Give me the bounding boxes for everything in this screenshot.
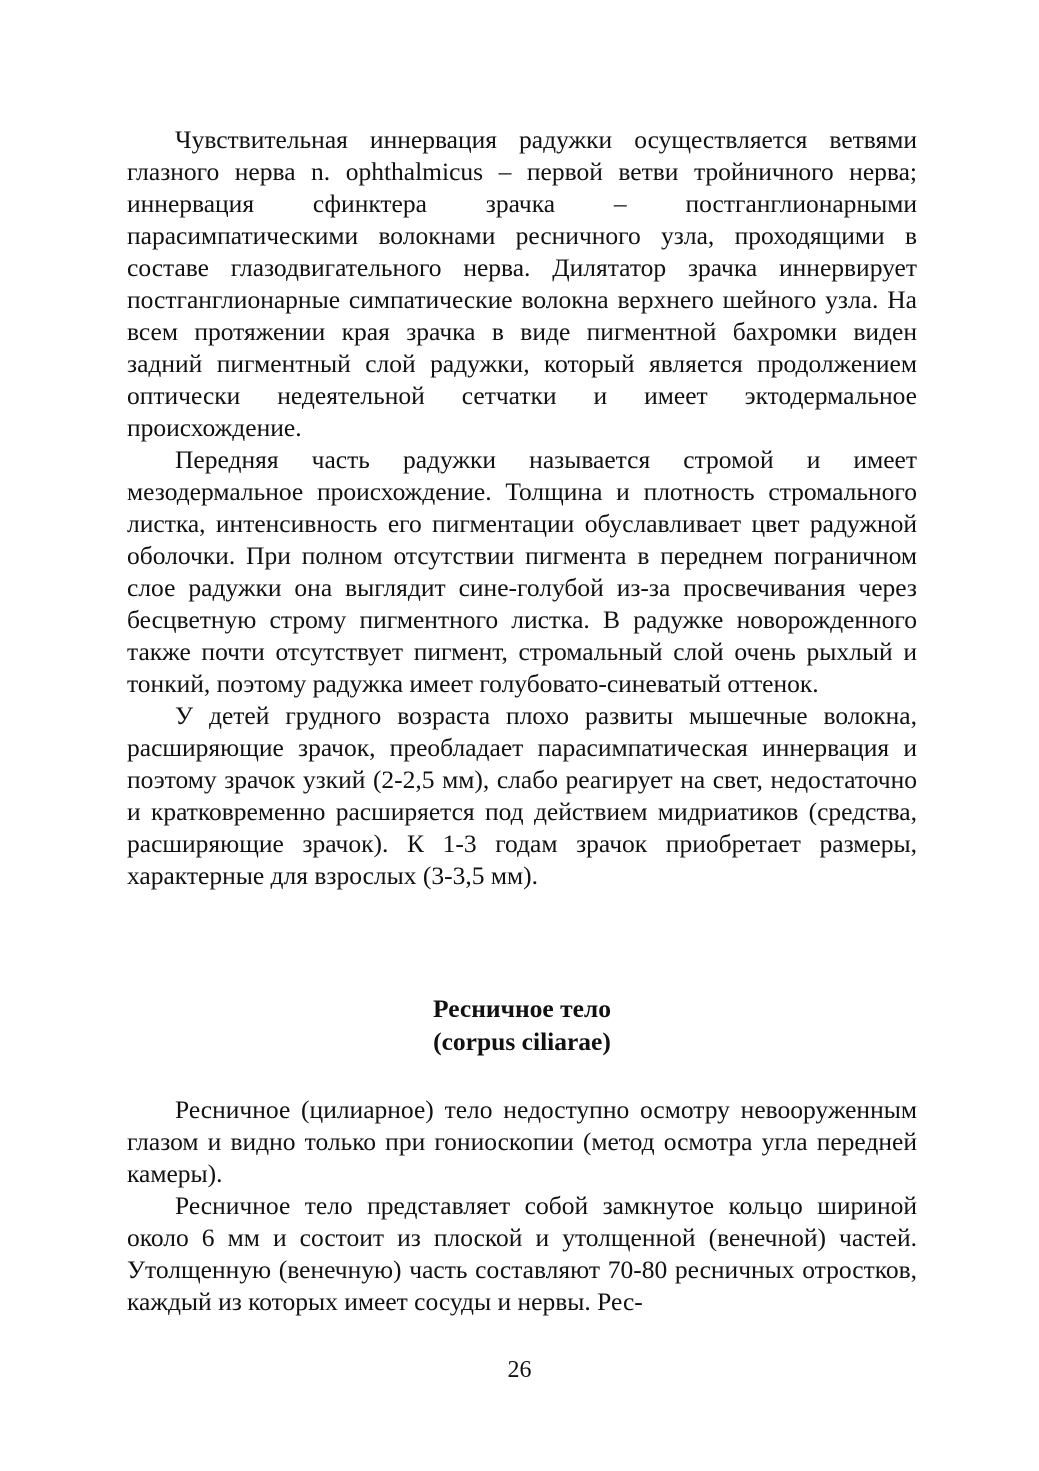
section-heading: [127, 992, 917, 1058]
section-ciliary-body-text: [127, 1094, 917, 1318]
page-number: 26: [507, 1357, 532, 1383]
paragraph-iris-innervation: Чувствительная иннервация радужки осуществляется ветвями глазного нерва n. ophthalmicus – первой ветви тройничного нерва; иннервация сфинктера зрачка – постганглионарными парасимпатическими волокнами ресничного узла, проходящими в составе глазодвигательного нерва. Дилятатор зрачка иннервирует постганглионарные симпатические волокна верхнего шейного узла. На всем протяжении края зрачка в виде пигментной бахромки виден задний пигментный слой радужки, который является продолжением оптически недеятельной сетчатки и имеет эктодермальное происхождение.: [127, 125, 917, 442]
paragraph-ciliary-visibility: Ресничное (цилиарное) тело недоступно осмотру невооруженным глазом и видно только при гониоскопии (метод осмотра угла передней камеры).: [127, 1095, 917, 1188]
heading-latin-title: (corpus ciliarae): [433, 1027, 611, 1056]
paragraph-infant-pupil: У детей грудного возраста плохо развиты мышечные волокна, расширяющие зрачок, преобладает парасимпатическая иннервация и поэтому зрачок узкий (2-2,5 мм), слабо реагирует на свет, недостаточно и кратковременно расширяется под действием мидриатиков (средства, расширяющие зрачок). К 1-3 годам зрачок приобретает размеры, характерные для взрослых (3-3,5 мм).: [127, 701, 917, 890]
heading-title: Ресничное тело: [433, 994, 611, 1023]
paragraph-iris-stroma: Передняя часть радужки называется стромой и имеет мезодермальное происхождение. Толщина и плотность стромального листка, интенсивность его пигментации обуславливает цвет радужной оболочки. При полном отсутствии пигмента в переднем пограничном слое радужки она выглядит сине-голубой из-за просвечивания через бесцветную строму пигментного листка. В радужке новорожденного также почти отсутствует пигмент, стромальный слой очень рыхлый и тонкий, поэтому радужка имеет голубовато-синеватый оттенок.: [127, 445, 917, 698]
paragraph-ciliary-structure: Ресничное тело представляет собой замкнутое кольцо шириной около 6 мм и состоит из плоской и утолщенной (венечной) частей. Утолщенную (венечную) часть составляют 70-80 ресничных отростков, каждый из которых имеет сосуды и нервы. Рес-: [127, 1191, 917, 1316]
section-iris-text: [127, 124, 917, 892]
